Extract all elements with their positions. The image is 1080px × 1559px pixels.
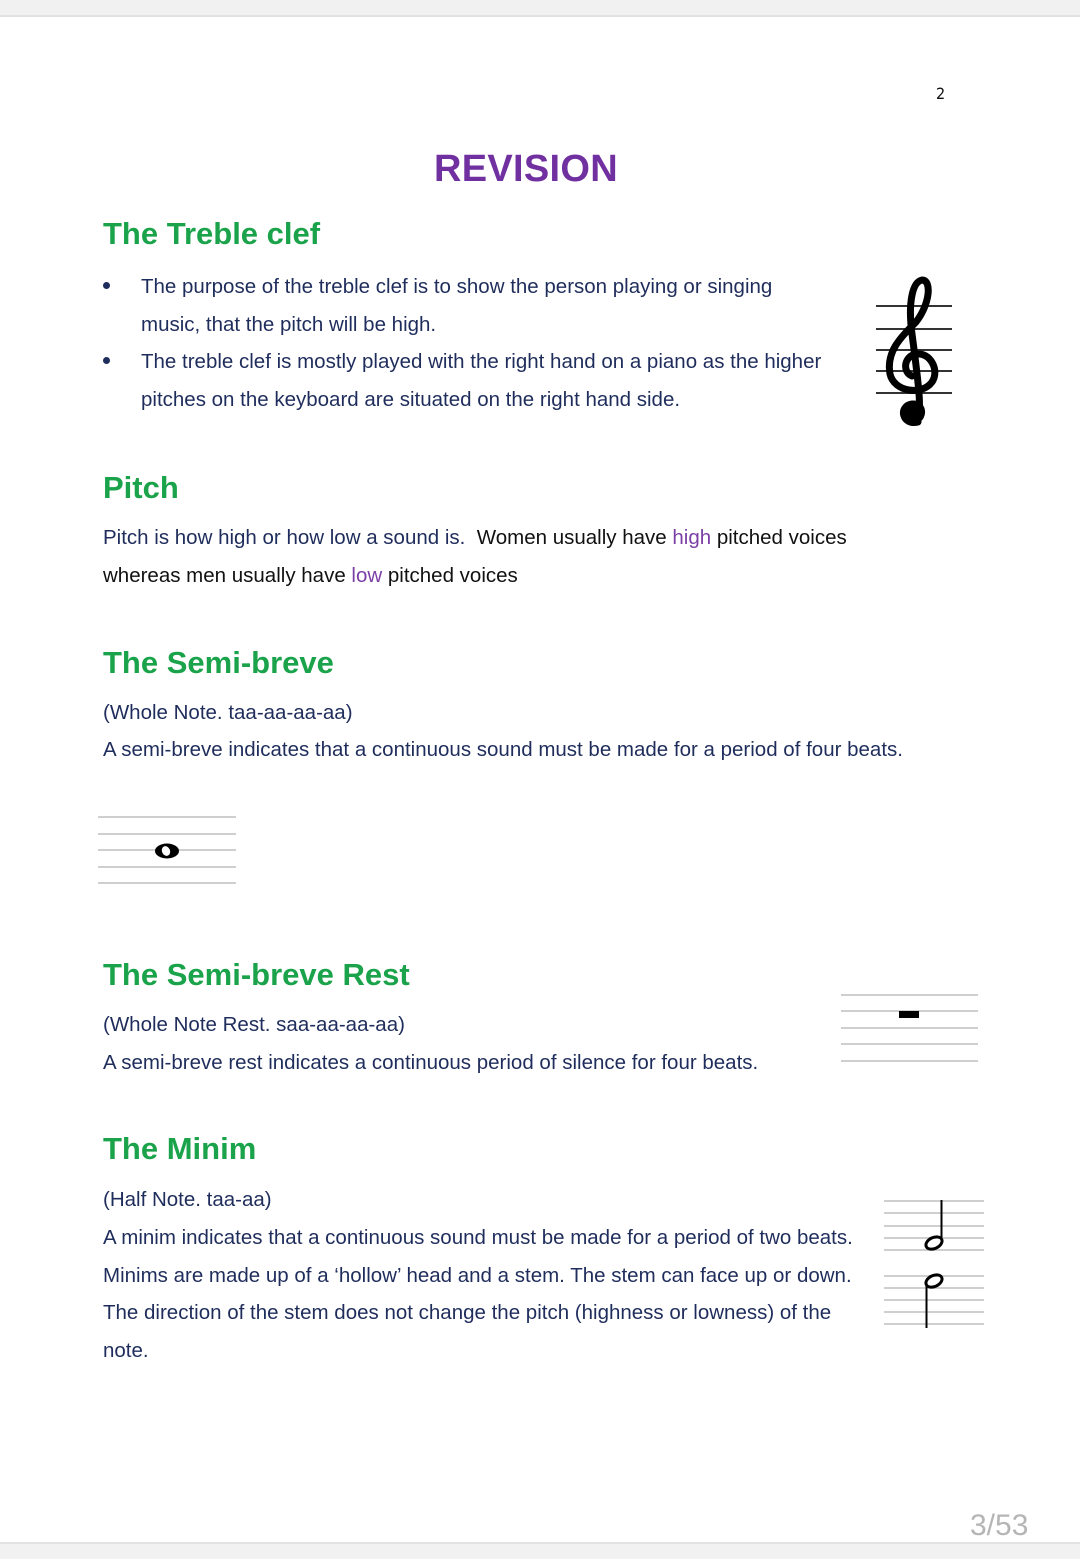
minim-subtitle: (Half Note. taa-aa) (103, 1188, 272, 1211)
half-notes-icon (884, 1198, 986, 1330)
whole-rest-icon (840, 993, 980, 1065)
bullet-icon (103, 282, 110, 289)
bullet-item: The purpose of the treble clef is to show the person playing or singing music, that the pitch will be high. (103, 268, 833, 343)
page-indicator: 3/53 (970, 1509, 1029, 1542)
document-title: REVISION (434, 148, 618, 190)
heading-treble-clef: The Treble clef (103, 216, 321, 251)
heading-semi-breve: The Semi-breve (103, 645, 334, 680)
heading-pitch: Pitch (103, 470, 179, 505)
heading-semi-breve-rest: The Semi-breve Rest (103, 957, 410, 992)
emphasis-low: low (351, 563, 383, 587)
bullet-item: The treble clef is mostly played with the right hand on a piano as the higher pitches on the keyboard are situated on the right hand side. (103, 343, 833, 418)
semi-breve-description: A semi-breve indicates that a continuous sound must be made for a period of four beats. (103, 738, 903, 761)
pitch-paragraph: Pitch is how high or how low a sound is. Women usually have high pitched voices whereas men usually have low pitched voices (103, 526, 847, 587)
whole-note-icon (98, 815, 238, 887)
semi-breve-rest-description: A semi-breve rest indicates a continuous period of silence for four beats. (103, 1051, 759, 1074)
treble-clef-icon (872, 274, 956, 432)
bullet-icon (103, 357, 110, 364)
heading-minim: The Minim (103, 1131, 257, 1166)
semi-breve-rest-subtitle: (Whole Note Rest. saa-aa-aa-aa) (103, 1013, 405, 1036)
semi-breve-subtitle: (Whole Note. taa-aa-aa-aa) (103, 701, 353, 724)
emphasis-high: high (672, 526, 712, 549)
viewer-bottom-bar (0, 1542, 1080, 1559)
treble-clef-bullets (103, 268, 833, 418)
page-number: 2 (936, 84, 946, 103)
minim-description: A minim indicates that a continuous sound must be made for a period of two beats. Minims are made up of a ‘hollow’ head and a stem. The stem can face up or down. The direction of the stem does not change the pitch (highness or lowness) of the note. (103, 1226, 853, 1362)
